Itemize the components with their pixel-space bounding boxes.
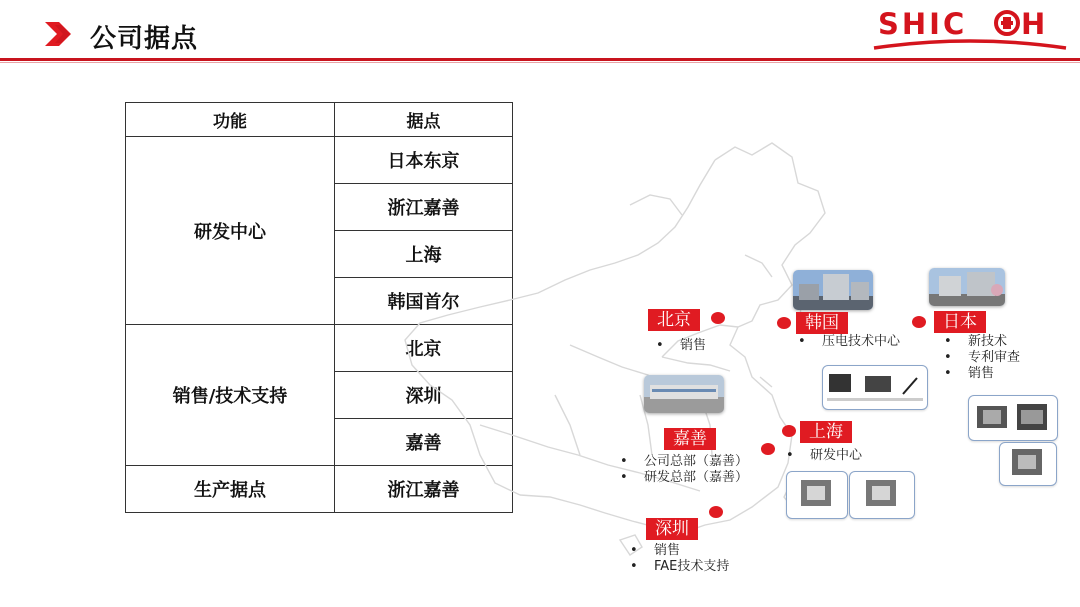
function-cell: 研发中心: [126, 137, 335, 325]
site-cell: 北京: [335, 325, 513, 372]
page-header: [0, 0, 1080, 62]
site-cell: 深圳: [335, 372, 513, 419]
korea-product-image: [822, 365, 928, 410]
jiashan-items: • 公司总部（嘉善） • 研发总部（嘉善）: [620, 454, 749, 485]
location-dot-shenzhen: [709, 506, 723, 518]
shenzhen-items: • 销售 • FAE技术支持: [630, 543, 730, 574]
header-rule-thin: [0, 62, 1080, 63]
city-label-shenzhen: 深圳: [646, 518, 698, 540]
japan-product-image-2: [999, 442, 1057, 486]
function-cell: 生产据点: [126, 466, 335, 513]
korea-office-photo: [793, 270, 873, 310]
site-cell: 嘉善: [335, 419, 513, 466]
city-label-beijing: 北京: [648, 309, 700, 331]
site-cell: 浙江嘉善: [335, 466, 513, 513]
function-cell: 销售/技术支持: [126, 325, 335, 466]
svg-text:H: H: [1021, 7, 1046, 41]
city-label-korea: 韩国: [796, 312, 848, 334]
beijing-items: • 销售: [656, 338, 707, 353]
city-label-shanghai: 上海: [800, 421, 852, 443]
site-cell: 上海: [335, 231, 513, 278]
location-dot-shanghai: [782, 425, 796, 437]
column-header-function: 功能: [126, 103, 335, 137]
location-dot-jiashan: [761, 443, 775, 455]
city-label-jiashan: 嘉善: [664, 428, 716, 450]
jiashan-office-photo: [644, 375, 724, 413]
shanghai-items: • 研发中心: [786, 448, 863, 463]
location-dot-japan: [912, 316, 926, 328]
location-dot-korea: [777, 317, 791, 329]
svg-text:SHIC: SHIC: [878, 7, 968, 41]
shanghai-product-image-2: [849, 471, 915, 519]
chevron-right-icon: [45, 22, 79, 46]
shanghai-product-image-1: [786, 471, 848, 519]
location-dot-beijing: [711, 312, 725, 324]
japan-product-image-1: [968, 395, 1058, 441]
shicoh-logo: [872, 4, 1068, 54]
page-title: 公司据点: [90, 24, 199, 54]
city-label-japan: 日本: [934, 311, 986, 333]
japan-office-photo: [929, 268, 1005, 306]
header-rule: [0, 58, 1080, 61]
site-cell: 日本东京: [335, 137, 513, 184]
site-cell: 韩国首尔: [335, 278, 513, 325]
site-cell: 浙江嘉善: [335, 184, 513, 231]
japan-items: • 新技术 • 专利审查 • 销售: [944, 334, 1021, 381]
korea-items: • 压电技术中心: [798, 334, 901, 349]
column-header-site: 据点: [335, 103, 513, 137]
